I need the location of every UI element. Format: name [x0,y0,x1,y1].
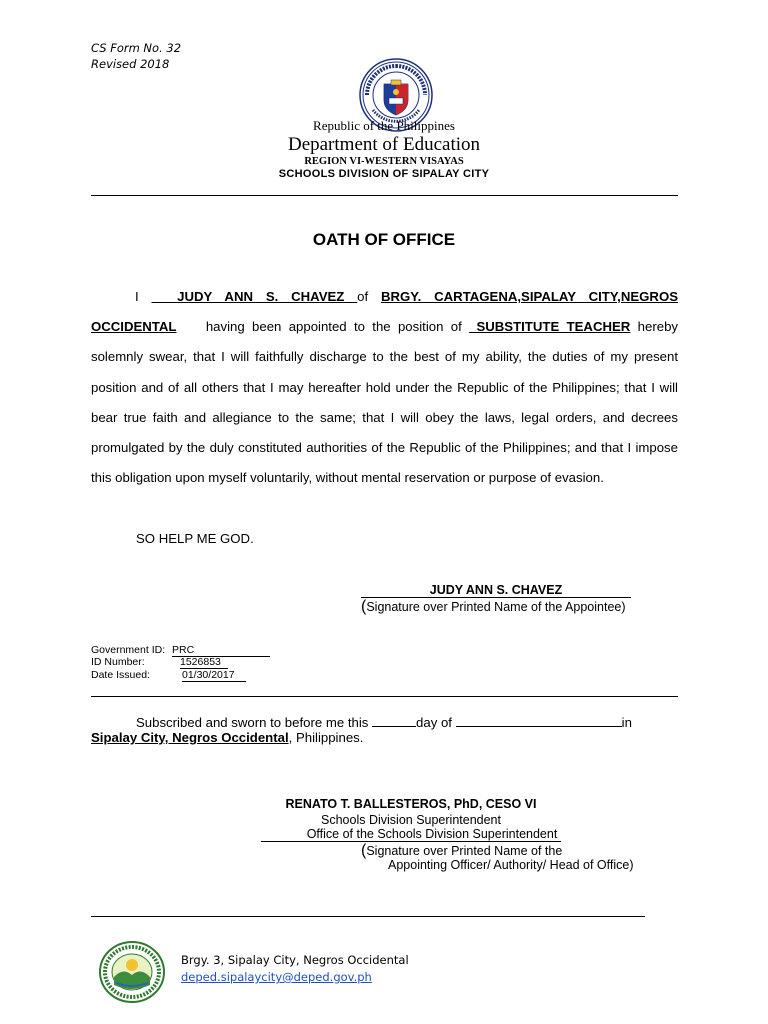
header-divider [91,195,678,196]
of-word: of [357,289,369,304]
so-help-me-god: SO HELP ME GOD. [136,531,254,546]
form-number-block [91,40,181,72]
footer-address: Brgy. 3, Sipalay City, Negros Occidental [181,953,409,967]
form-revision: Revised 2018 [91,57,170,71]
oath-text: hereby solemnly swear, that I will faithfully discharge to the best of my ability, the duties of my present position and of all others that I may hereafter hold under the Republic of the Philippines; that I will bear true faith and allegiance to the same; that I will obey the laws, legal orders, and decrees promulgated by the duly constituted authorities of the Republic of the Philippines; and that I impose this obligation upon myself voluntarily, without mental reservation or purpose of evasion. [91,319,678,486]
appointee-name-field[interactable]: JUDY ANN S. CHAVEZ [177,289,345,304]
gov-id-row: Government ID: PRC [91,644,165,656]
address-field[interactable]: BRGY. CARTAGENA,SIPALAY CITY,NEGROS OCCIDENTAL [91,289,678,335]
officer-name: RENATO T. BALLESTEROS, PhD, CESO VI [285,797,537,811]
middle-divider [91,696,678,697]
subscription-line-1: Subscribed and sworn to before me this day of in [136,715,632,730]
oath-body [91,282,678,493]
subscription-line-2: Sipalay City, Negros Occidental, Philippines. [91,730,364,745]
appointed-text: having been appointed to the position of [205,319,462,335]
place-text: Sipalay City, Negros Occidental [91,730,289,745]
month-blank[interactable] [456,714,622,727]
id-number-row: ID Number: 1526853 [91,656,145,668]
officer-caption-1: (Signature over Printed Name of the [361,842,563,859]
appointee-signature-name: JUDY ANN S. CHAVEZ [361,583,631,598]
officer-title: Schools Division Superintendent [321,813,501,827]
position-field[interactable]: SUBSTITUTE TEACHER [476,319,631,335]
region-name: REGION VI-WESTERN VISAYAS [304,156,464,167]
officer-caption-2: Appointing Officer/ Authority/ Head of Office) [388,858,634,872]
footer-email-link[interactable]: deped.sipalaycity@deped.gov.ph [181,970,372,984]
sipalay-division-logo-icon [99,941,165,1003]
id-number-value[interactable]: 1526853 [180,656,228,669]
date-issued-value[interactable]: 01/30/2017 [182,669,246,682]
officer-office: Office of the Schools Division Superintendent [0,827,768,842]
date-issued-row: Date Issued: 01/30/2017 [91,669,150,681]
form-number: CS Form No. 32 [91,41,182,55]
pronoun: I [135,289,139,304]
document-title: OATH OF OFFICE [312,230,456,249]
footer-divider [91,916,645,917]
day-blank[interactable] [372,714,416,727]
division-name: SCHOOLS DIVISION OF SIPALAY CITY [278,168,490,180]
appointee-signature-caption: (Signature over Printed Name of the Appointee) [361,598,626,615]
gov-id-value[interactable]: PRC [172,644,270,657]
department-name: Department of Education [287,134,481,155]
republic-line: Republic of the Philippines [313,118,455,133]
